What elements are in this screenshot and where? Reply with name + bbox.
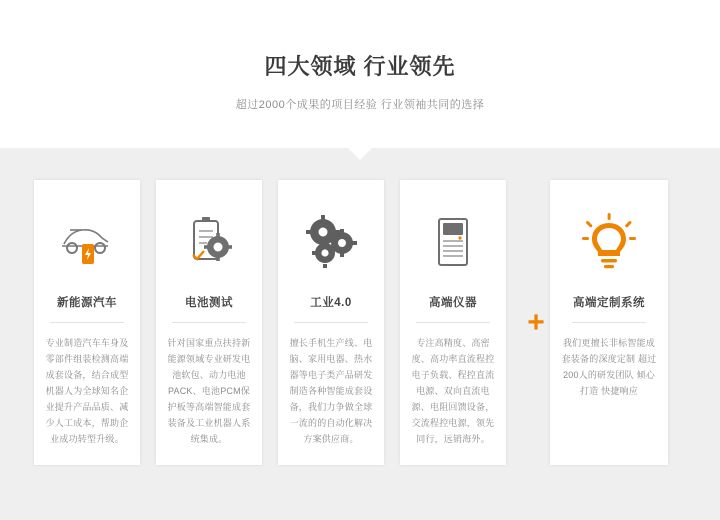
card-new-energy-vehicle[interactable] — [34, 180, 140, 465]
card-title: 高端仪器 — [429, 297, 477, 309]
card-title: 高端定制系统 — [573, 297, 645, 309]
card-title: 新能源汽车 — [57, 297, 117, 309]
cards-band — [0, 148, 720, 520]
card-battery-test[interactable] — [156, 180, 262, 465]
electric-vehicle-charging-icon — [44, 206, 130, 278]
card-divider — [572, 322, 646, 323]
lightbulb-question-icon — [560, 206, 658, 278]
band-notch — [348, 148, 372, 160]
card-high-end-instrument[interactable] — [400, 180, 506, 465]
page-subtitle: 超过2000个成果的项目经验 行业领袖共同的选择 — [235, 99, 485, 111]
card-title: 工业4.0 — [310, 297, 352, 309]
high-end-instrument-cabinet-icon — [410, 206, 496, 278]
card-divider — [50, 322, 124, 323]
cards-row — [34, 180, 686, 465]
card-divider — [416, 322, 490, 323]
card-divider — [294, 322, 368, 323]
card-divider — [172, 322, 246, 323]
card-description: 擅长手机生产线、电脑、家用电器、热水器等电子类产品研发制造各种智能成套设备，我们力争做全球一流的的自动化解决方案供应商。 — [289, 338, 373, 444]
card-description: 针对国家重点扶持新能源领域专业研发电池软包、动力电池PACK、电池PCM保护板等高端智能成套装备及工业机器人系统集成。 — [167, 338, 251, 444]
battery-test-gear-icon — [166, 206, 252, 278]
card-title: 电池测试 — [185, 297, 233, 309]
page-title: 四大领域 行业领先 — [264, 54, 456, 79]
card-description: 专业制造汽车车身及零部件组装检测高端成套设备，结合成型机器人为全球知名企业提升产品品质、减少人工成本，帮助企业成功转型升级。 — [45, 338, 129, 444]
industry-gears-icon — [288, 206, 374, 278]
plus-separator: + — [527, 305, 545, 339]
card-description: 专注高精度、高密度、高功率直流程控电子负载、程控直流电源、双向直流电源、电阻回馈设备，交流程控电源，领先同行，远销海外。 — [411, 338, 495, 444]
card-industry-40[interactable] — [278, 180, 384, 465]
svg-text:?: ? — [601, 228, 617, 255]
card-custom-system[interactable] — [550, 180, 668, 465]
section-header — [0, 0, 720, 148]
card-description: 我们更擅长非标智能成套装备的深度定制 超过200人的研发团队 倾心打造 快捷响应 — [561, 338, 657, 396]
